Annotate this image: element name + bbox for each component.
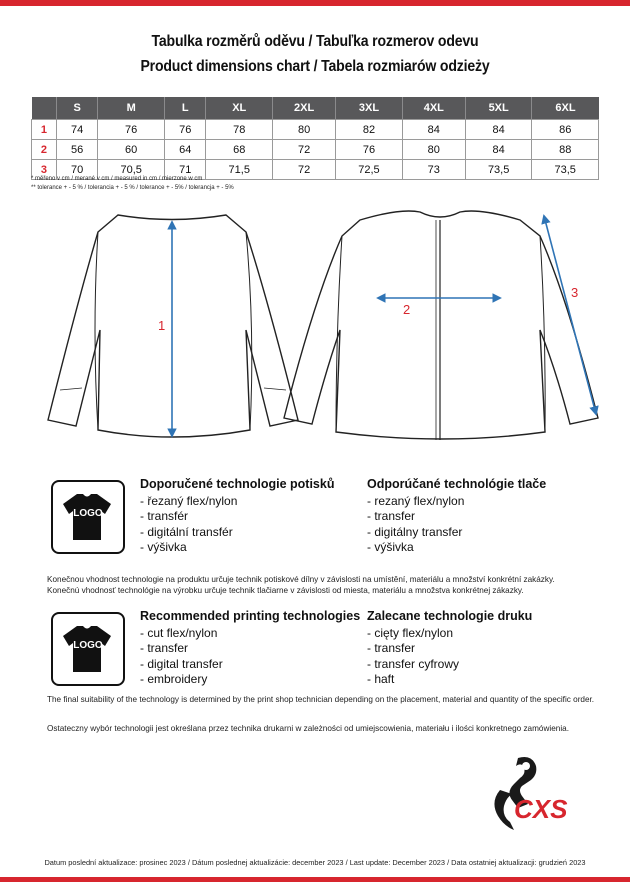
list-item: - digitálny transfer [367,524,463,539]
table-cell: 76 [164,120,206,140]
list-item: - transfer [367,641,416,655]
header-cell: 4XL [402,97,465,120]
table-cell: 70 [56,160,98,180]
header-cell: S [56,97,98,120]
table-cell: 86 [532,120,599,140]
list-item: - řezaný flex/nylon [140,493,238,508]
table-cell: 71 [164,160,206,180]
list-item: - cut flex/nylon [140,625,218,640]
list-item: - transfér [140,509,189,523]
table-cell: 84 [465,120,532,140]
header-cell [32,97,57,120]
pl-suitability-note: Ostateczny wybór technologii jest określana przez technika drukarni w zależności od umiejscowienia, materiału i ilości konkretnego zamówienia. [47,724,569,733]
table-cell: 78 [206,120,273,140]
table-cell: 73,5 [465,160,532,180]
table-cell: 64 [164,140,206,160]
table-cell: 68 [206,140,273,160]
table-cell: 71,5 [206,160,273,180]
table-cell: 72,5 [336,160,403,180]
title-en-pl: Product dimensions chart / Tabela rozmiarów odzieży [140,58,490,75]
cz-tech-title: Doporučené technologie potisků [140,477,335,491]
list-item: - haft [367,672,395,686]
header-cell: 6XL [532,97,599,120]
measure-label-1: 1 [158,318,166,333]
list-item: - digitální transfér [140,524,233,539]
list-item: - digital transfer [140,656,223,671]
sk-tech-title: Odporúčané technológie tlače [367,477,547,491]
measure-label-2: 2 [403,302,411,317]
bottom-accent-bar [0,877,630,882]
row-label: 1 [32,120,57,140]
cxs-brand-logo [488,750,588,840]
header-cell: 5XL [465,97,532,120]
list-item: - transfer [140,641,189,655]
table-cell: 82 [336,120,403,140]
measure-label-3: 3 [571,285,579,300]
tshirt-logo-box [51,612,125,686]
brand-name: CXS [514,794,568,824]
row-label: 3 [32,160,57,180]
list-item: - cięty flex/nylon [367,625,454,640]
list-item: - výšivka [367,540,414,554]
table-cell: 76 [98,120,165,140]
header-cell: 3XL [336,97,403,120]
table-row [32,120,599,140]
en-tech-list [140,609,360,688]
list-item: - transfer [367,509,416,523]
size-table-header [32,97,599,120]
table-cell: 73,5 [532,160,599,180]
size-table [31,97,599,180]
measure-arrow-3 [544,216,596,414]
cz-suitability-note: Konečnou vhodnost technologie na produktu určuje technik potiskové dílny v závislosti na umístění, materiálu a množství konkrétní zakázky. [47,575,555,584]
en-tech-title: Recommended printing technologies [140,609,361,623]
header-cell: M [98,97,165,120]
logo-text: LOGO [73,508,103,519]
list-item: - rezaný flex/nylon [367,493,465,508]
garment-diagram [40,200,610,450]
list-item: - embroidery [140,672,208,686]
cz-tech-list [140,477,334,556]
table-cell: 76 [336,140,403,160]
table-cell: 84 [402,120,465,140]
en-suitability-note: The final suitability of the technology is determined by the print shop technician depending on the placement, material and quantity of the specific order. [47,695,595,704]
header-cell: XL [206,97,273,120]
table-cell: 80 [273,120,336,140]
table-cell: 60 [98,140,165,160]
header-cell: L [164,97,206,120]
sk-tech-list [367,477,546,556]
row-label: 2 [32,140,57,160]
sk-suitability-note: Konečnú vhodnosť technológie na výrobku určuje technik tlačiarne v závislosti od miesta, materiálu a množstva konkrétnej zákazky. [47,586,524,595]
table-row [32,140,599,160]
header-cell: 2XL [273,97,336,120]
jacket-back-outline [48,215,298,437]
title-cz-sk: Tabulka rozměrů oděvu / Tabuľka rozmerov odevu [151,33,479,50]
pl-tech-list [367,609,532,688]
table-cell: 84 [465,140,532,160]
top-accent-bar [0,0,630,6]
list-item: - transfer cyfrowy [367,656,460,671]
table-cell: 80 [402,140,465,160]
table-cell: 74 [56,120,98,140]
logo-text: LOGO [73,640,103,651]
last-update-footer: Datum poslední aktualizace: prosinec 2023 / Dátum poslednej aktualizácie: december 2023 / Last update: December 2023 / Data ostatniej aktualizacji: grudzień 2023 [44,858,586,867]
table-cell: 73 [402,160,465,180]
table-cell: 56 [56,140,98,160]
tshirt-logo-box [51,480,125,554]
measured-note: * měřeno v cm / merané v cm / measured in cm / mierzone w cm [31,176,203,182]
table-cell: 72 [273,140,336,160]
table-cell: 88 [532,140,599,160]
pl-tech-title: Zalecane technologie druku [367,609,533,623]
table-cell: 70,5 [98,160,165,180]
list-item: - výšivka [140,540,187,554]
tolerance-note: ** tolerance + - 5 % / tolerancia + - 5 % / tolerance + - 5% / tolerancja + - 5% [31,185,234,191]
table-cell: 72 [273,160,336,180]
